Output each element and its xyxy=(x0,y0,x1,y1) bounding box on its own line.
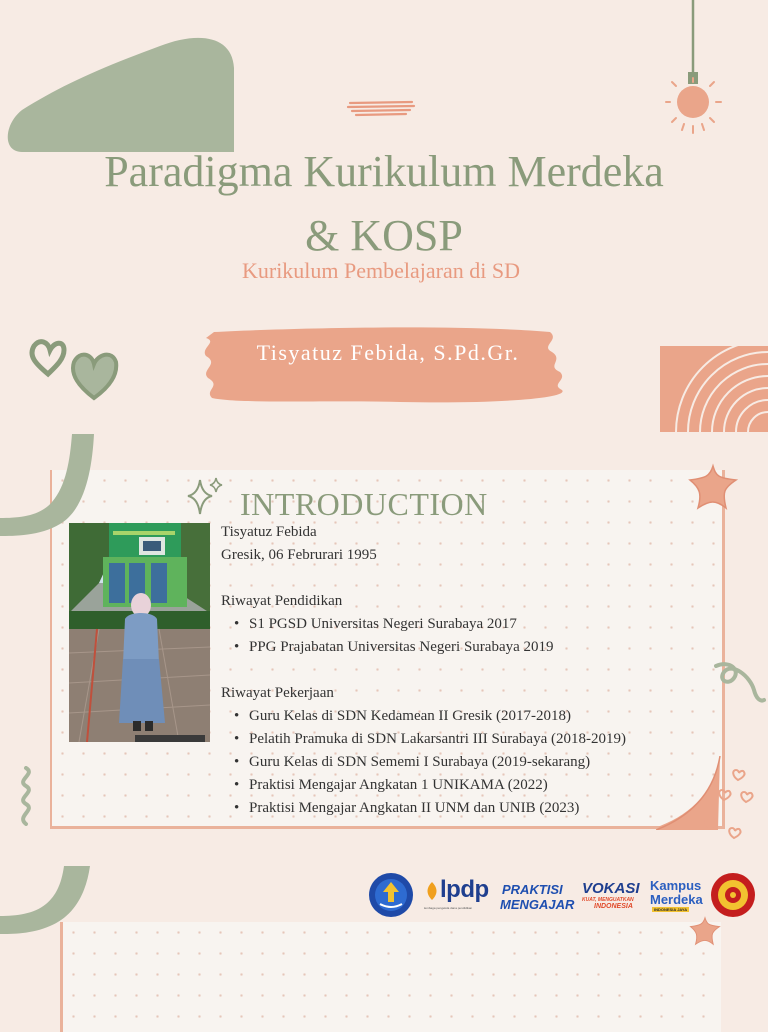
ribbon-loop-icon xyxy=(710,656,766,710)
work-item: • Praktisi Mengajar Angkatan II UNM dan UNIB (2023) xyxy=(249,797,626,820)
work-item: • Guru Kelas di SDN Kedamean II Gresik (2017-2018) xyxy=(249,705,626,728)
person-name: Tisyatuz Febida xyxy=(221,524,317,540)
education-heading: Riwayat Pendidikan xyxy=(221,593,343,609)
star-icon xyxy=(686,462,740,512)
lpdp-wordmark: lpdp xyxy=(440,876,489,903)
slide-subtitle: Kurikulum Pembelajaran di SD xyxy=(241,258,520,283)
sage-blob-shape xyxy=(0,28,240,156)
kampus-merdeka-logo xyxy=(650,872,710,918)
merdeka-text: Merdeka xyxy=(650,892,703,907)
lightbulb-icon xyxy=(660,0,730,142)
work-heading: Riwayat Pekerjaan xyxy=(221,685,334,701)
presenter-brush-banner xyxy=(200,326,570,406)
kampus-tagline: INDONESIA JAYA xyxy=(654,907,688,912)
kampus-text: Kampus xyxy=(650,878,702,893)
vokasi-logo xyxy=(578,872,640,918)
praktisi-mengajar-logo xyxy=(498,872,575,918)
slide-title-line1: Paradigma Kurikulum Merdeka xyxy=(104,147,664,196)
small-hearts-icon xyxy=(698,768,762,844)
education-item: • S1 PGSD Universitas Negeri Surabaya 2017 xyxy=(249,613,626,636)
star-icon-small xyxy=(688,914,722,948)
mengajar-text: MENGAJAR xyxy=(500,897,575,912)
education-list xyxy=(221,613,626,659)
next-slide-card xyxy=(60,922,721,1032)
lpdp-tagline: lembaga pengelola dana pendidikan xyxy=(424,906,473,910)
vokasi-text: VOKASI xyxy=(582,880,640,897)
rainbow-arcs-shape xyxy=(660,346,768,432)
vokasi-indonesia: INDONESIA xyxy=(594,903,633,910)
lpdp-logo xyxy=(424,872,490,918)
university-seal-logo xyxy=(710,872,756,918)
brush-stroke-small xyxy=(346,98,416,118)
work-list xyxy=(221,705,626,820)
presenter-name: Tisyatuz Febida, S.Pd.Gr. xyxy=(256,340,520,365)
squiggle-left xyxy=(12,766,38,826)
work-item: • Pelatih Pramuka di SDN Lakarsantri III Surabaya (2018-2019) xyxy=(249,728,626,751)
vokasi-slogan: KUAT, MENGUATKAN xyxy=(582,897,634,903)
education-item: • PPG Prajabatan Universitas Negeri Surabaya 2019 xyxy=(249,636,626,659)
introduction-heading: INTRODUCTION xyxy=(240,486,488,522)
work-item: • Praktisi Mengajar Angkatan 1 UNIKAMA (2022) xyxy=(249,774,626,797)
praktisi-text: PRAKTISI xyxy=(502,882,563,897)
hearts-icon xyxy=(28,334,122,404)
introduction-info xyxy=(221,521,626,820)
slide-title-line2: & KOSP xyxy=(305,211,463,260)
tut-wuri-handayani-logo xyxy=(368,872,414,918)
sparkle-icon xyxy=(186,476,226,518)
profile-photo xyxy=(69,523,210,742)
birth-info: Gresik, 06 Februrari 1995 xyxy=(221,547,377,563)
work-item: • Guru Kelas di SDN Sememi I Surabaya (2019-sekarang) xyxy=(249,751,626,774)
